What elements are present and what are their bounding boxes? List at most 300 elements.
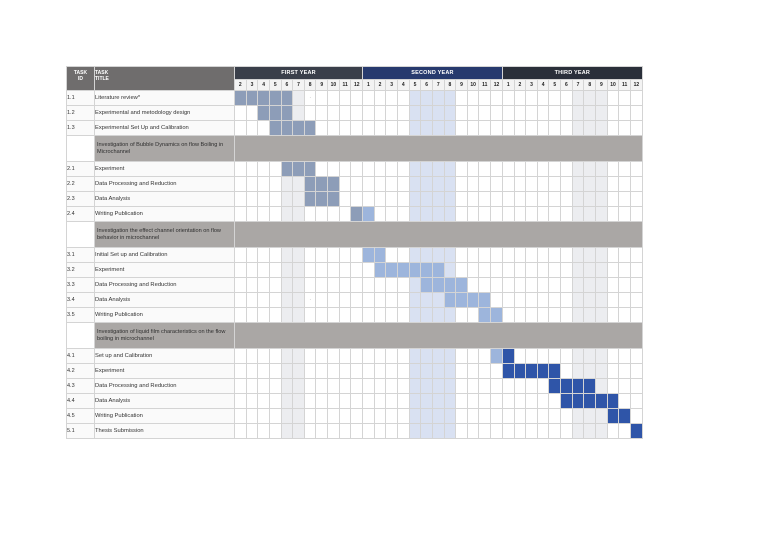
month-cell: [607, 364, 619, 379]
month-cell: [479, 162, 491, 177]
month-cell: [339, 364, 351, 379]
month-cell: [293, 177, 305, 192]
month-cell: [561, 308, 573, 323]
month-cell: [293, 409, 305, 424]
month-cell: [351, 263, 363, 278]
month-cell: [619, 177, 631, 192]
gantt-bar-cell: [246, 91, 258, 106]
month-cell: [502, 394, 514, 409]
month-cell: [235, 308, 247, 323]
month-cell: [514, 278, 526, 293]
month-cell: [363, 91, 375, 106]
month-cell: [549, 162, 561, 177]
month-cell: [421, 162, 433, 177]
gantt-bar-cell: [491, 349, 503, 364]
month-cell: [363, 394, 375, 409]
month-cell: [619, 121, 631, 136]
month-cell: [596, 424, 608, 439]
month-header: 7: [572, 80, 584, 91]
month-header: 2: [514, 80, 526, 91]
month-cell: [456, 248, 468, 263]
month-cell: [409, 248, 421, 263]
month-cell: [561, 293, 573, 308]
month-header: 5: [549, 80, 561, 91]
month-cell: [339, 248, 351, 263]
month-cell: [386, 192, 398, 207]
month-cell: [537, 248, 549, 263]
month-cell: [467, 121, 479, 136]
month-header: 1: [363, 80, 375, 91]
month-cell: [374, 121, 386, 136]
month-cell: [572, 349, 584, 364]
month-cell: [630, 162, 642, 177]
month-cell: [281, 364, 293, 379]
month-cell: [572, 192, 584, 207]
month-cell: [398, 278, 410, 293]
gantt-bar-cell: [293, 162, 305, 177]
month-cell: [630, 263, 642, 278]
month-cell: [339, 121, 351, 136]
month-header: 11: [339, 80, 351, 91]
month-cell: [526, 409, 538, 424]
month-cell: [456, 91, 468, 106]
month-cell: [398, 207, 410, 222]
month-cell: [537, 91, 549, 106]
task-row: [67, 379, 643, 394]
task-row: [67, 263, 643, 278]
month-cell: [467, 424, 479, 439]
month-cell: [409, 162, 421, 177]
month-cell: [432, 162, 444, 177]
month-cell: [514, 192, 526, 207]
month-cell: [432, 106, 444, 121]
month-cell: [456, 364, 468, 379]
month-cell: [549, 394, 561, 409]
gantt-bar-cell: [432, 263, 444, 278]
gantt-bar-cell: [630, 424, 642, 439]
month-cell: [630, 248, 642, 263]
month-cell: [537, 177, 549, 192]
month-cell: [596, 207, 608, 222]
month-cell: [561, 207, 573, 222]
month-cell: [607, 192, 619, 207]
month-cell: [630, 91, 642, 106]
month-cell: [456, 308, 468, 323]
month-cell: [479, 121, 491, 136]
month-cell: [491, 207, 503, 222]
month-cell: [526, 248, 538, 263]
month-cell: [363, 162, 375, 177]
month-cell: [328, 308, 340, 323]
month-cell: [386, 364, 398, 379]
month-cell: [630, 278, 642, 293]
month-cell: [421, 91, 433, 106]
task-title: Experiment: [95, 263, 235, 278]
month-cell: [339, 409, 351, 424]
month-cell: [374, 424, 386, 439]
month-cell: [386, 293, 398, 308]
month-cell: [467, 106, 479, 121]
month-cell: [246, 106, 258, 121]
gantt-bar-cell: [502, 349, 514, 364]
month-cell: [444, 192, 456, 207]
month-cell: [502, 308, 514, 323]
task-title: Experimental Set Up and Calibration: [95, 121, 235, 136]
month-cell: [316, 424, 328, 439]
month-cell: [596, 162, 608, 177]
month-cell: [572, 364, 584, 379]
month-cell: [432, 248, 444, 263]
gantt-bar-cell: [374, 263, 386, 278]
month-cell: [421, 349, 433, 364]
month-cell: [363, 192, 375, 207]
month-cell: [246, 207, 258, 222]
month-cell: [619, 424, 631, 439]
month-cell: [467, 207, 479, 222]
month-cell: [316, 293, 328, 308]
month-cell: [514, 263, 526, 278]
month-cell: [491, 364, 503, 379]
month-cell: [561, 364, 573, 379]
month-cell: [619, 192, 631, 207]
month-header: 10: [607, 80, 619, 91]
month-cell: [421, 394, 433, 409]
month-cell: [432, 293, 444, 308]
month-cell: [269, 424, 281, 439]
month-cell: [584, 278, 596, 293]
month-header: 4: [258, 80, 270, 91]
month-header: 3: [526, 80, 538, 91]
month-cell: [235, 177, 247, 192]
month-cell: [258, 278, 270, 293]
section-row: [67, 323, 643, 349]
month-cell: [432, 207, 444, 222]
month-cell: [316, 394, 328, 409]
month-cell: [514, 91, 526, 106]
month-cell: [561, 349, 573, 364]
month-cell: [526, 424, 538, 439]
month-cell: [293, 207, 305, 222]
month-cell: [258, 207, 270, 222]
month-cell: [514, 162, 526, 177]
month-cell: [339, 394, 351, 409]
month-cell: [363, 379, 375, 394]
month-cell: [398, 394, 410, 409]
month-cell: [549, 278, 561, 293]
month-cell: [398, 424, 410, 439]
month-cell: [630, 192, 642, 207]
month-cell: [304, 207, 316, 222]
month-cell: [526, 394, 538, 409]
month-cell: [258, 394, 270, 409]
month-cell: [596, 177, 608, 192]
month-cell: [339, 91, 351, 106]
month-cell: [235, 364, 247, 379]
month-cell: [596, 248, 608, 263]
month-cell: [502, 293, 514, 308]
month-cell: [479, 379, 491, 394]
task-row: [67, 293, 643, 308]
month-cell: [304, 349, 316, 364]
month-cell: [561, 91, 573, 106]
gantt-bar-cell: [456, 293, 468, 308]
task-id: 4.3: [67, 379, 95, 394]
month-cell: [328, 424, 340, 439]
month-cell: [467, 364, 479, 379]
month-cell: [386, 207, 398, 222]
month-cell: [398, 293, 410, 308]
month-cell: [281, 278, 293, 293]
task-id: 1.3: [67, 121, 95, 136]
month-cell: [409, 91, 421, 106]
month-cell: [304, 308, 316, 323]
month-cell: [537, 263, 549, 278]
month-cell: [421, 207, 433, 222]
task-title: Experiment: [95, 162, 235, 177]
month-cell: [526, 121, 538, 136]
month-cell: [351, 379, 363, 394]
month-cell: [526, 91, 538, 106]
month-cell: [293, 364, 305, 379]
month-cell: [561, 424, 573, 439]
month-cell: [374, 278, 386, 293]
month-cell: [293, 394, 305, 409]
month-header: 11: [619, 80, 631, 91]
month-cell: [619, 308, 631, 323]
month-cell: [293, 91, 305, 106]
month-cell: [398, 379, 410, 394]
month-cell: [339, 349, 351, 364]
month-cell: [432, 364, 444, 379]
month-cell: [281, 248, 293, 263]
month-cell: [584, 293, 596, 308]
month-cell: [281, 207, 293, 222]
month-cell: [491, 293, 503, 308]
month-cell: [491, 91, 503, 106]
month-cell: [293, 308, 305, 323]
month-header: 7: [293, 80, 305, 91]
month-cell: [572, 409, 584, 424]
month-cell: [549, 177, 561, 192]
month-cell: [502, 379, 514, 394]
month-cell: [630, 177, 642, 192]
month-cell: [432, 394, 444, 409]
month-cell: [351, 278, 363, 293]
gantt-bar-cell: [328, 177, 340, 192]
month-cell: [432, 308, 444, 323]
month-cell: [374, 379, 386, 394]
month-cell: [537, 308, 549, 323]
month-cell: [456, 162, 468, 177]
month-cell: [398, 308, 410, 323]
month-cell: [316, 91, 328, 106]
month-cell: [537, 207, 549, 222]
month-cell: [479, 207, 491, 222]
month-cell: [514, 177, 526, 192]
month-cell: [235, 349, 247, 364]
month-cell: [432, 379, 444, 394]
month-cell: [537, 192, 549, 207]
month-cell: [444, 106, 456, 121]
month-cell: [549, 106, 561, 121]
month-header: 12: [351, 80, 363, 91]
month-cell: [304, 424, 316, 439]
month-cell: [269, 394, 281, 409]
month-cell: [596, 121, 608, 136]
month-cell: [374, 349, 386, 364]
month-cell: [421, 364, 433, 379]
task-title: Data Analysis: [95, 293, 235, 308]
month-cell: [514, 308, 526, 323]
section-title: Investigation of Bubble Dynamics on flow Boiling in Microchannel: [95, 136, 235, 162]
month-cell: [619, 364, 631, 379]
month-cell: [421, 248, 433, 263]
month-cell: [619, 394, 631, 409]
task-row: [67, 192, 643, 207]
gantt-bar-cell: [281, 106, 293, 121]
month-cell: [467, 349, 479, 364]
month-cell: [514, 121, 526, 136]
section-title: Investigation the effect channel orientation on flow behavior in microchannel: [95, 222, 235, 248]
month-cell: [363, 364, 375, 379]
month-cell: [409, 207, 421, 222]
month-cell: [304, 248, 316, 263]
month-cell: [293, 192, 305, 207]
month-cell: [630, 394, 642, 409]
gantt-bar-cell: [269, 106, 281, 121]
month-cell: [619, 278, 631, 293]
month-cell: [269, 248, 281, 263]
month-cell: [537, 409, 549, 424]
month-cell: [304, 394, 316, 409]
month-cell: [363, 106, 375, 121]
month-cell: [398, 192, 410, 207]
month-cell: [572, 424, 584, 439]
task-id: 1.1: [67, 91, 95, 106]
month-cell: [502, 162, 514, 177]
month-header: 9: [456, 80, 468, 91]
month-cell: [502, 248, 514, 263]
month-cell: [258, 162, 270, 177]
month-cell: [584, 349, 596, 364]
month-cell: [374, 162, 386, 177]
month-header: 6: [281, 80, 293, 91]
month-cell: [537, 394, 549, 409]
month-cell: [584, 162, 596, 177]
month-cell: [479, 263, 491, 278]
gantt-bar-cell: [549, 379, 561, 394]
month-cell: [619, 207, 631, 222]
month-cell: [607, 106, 619, 121]
month-cell: [328, 394, 340, 409]
month-cell: [316, 248, 328, 263]
task-id: 1.2: [67, 106, 95, 121]
month-cell: [351, 424, 363, 439]
month-cell: [479, 278, 491, 293]
month-cell: [479, 106, 491, 121]
month-cell: [339, 278, 351, 293]
month-cell: [269, 308, 281, 323]
month-cell: [339, 177, 351, 192]
month-cell: [293, 424, 305, 439]
task-row: [67, 248, 643, 263]
month-cell: [572, 308, 584, 323]
month-cell: [456, 106, 468, 121]
month-cell: [630, 364, 642, 379]
month-cell: [316, 121, 328, 136]
month-cell: [374, 293, 386, 308]
gantt-bar-cell: [363, 248, 375, 263]
gantt-bar-cell: [304, 177, 316, 192]
month-cell: [316, 263, 328, 278]
month-cell: [363, 263, 375, 278]
month-cell: [328, 379, 340, 394]
task-row: [67, 91, 643, 106]
task-title: Initial Set up and Calibration: [95, 248, 235, 263]
month-cell: [363, 308, 375, 323]
gantt-bar-cell: [235, 91, 247, 106]
month-cell: [235, 106, 247, 121]
month-cell: [246, 379, 258, 394]
month-cell: [572, 91, 584, 106]
month-cell: [421, 121, 433, 136]
month-cell: [607, 177, 619, 192]
month-cell: [386, 91, 398, 106]
month-cell: [584, 91, 596, 106]
gantt-bar-cell: [386, 263, 398, 278]
month-cell: [246, 394, 258, 409]
month-cell: [549, 308, 561, 323]
gantt-bar-cell: [316, 177, 328, 192]
month-cell: [398, 409, 410, 424]
month-cell: [246, 308, 258, 323]
task-id-header-line1: TASK: [73, 70, 88, 76]
month-cell: [409, 379, 421, 394]
gantt-bar-cell: [444, 293, 456, 308]
month-cell: [537, 162, 549, 177]
task-id: 4.4: [67, 394, 95, 409]
month-cell: [328, 349, 340, 364]
month-cell: [526, 106, 538, 121]
month-cell: [444, 177, 456, 192]
month-cell: [607, 379, 619, 394]
month-cell: [409, 308, 421, 323]
month-cell: [514, 379, 526, 394]
month-cell: [467, 91, 479, 106]
month-header: 3: [386, 80, 398, 91]
month-cell: [316, 409, 328, 424]
month-cell: [351, 293, 363, 308]
month-cell: [339, 192, 351, 207]
month-cell: [339, 162, 351, 177]
month-cell: [456, 424, 468, 439]
month-header: 12: [630, 80, 642, 91]
month-cell: [339, 263, 351, 278]
month-cell: [572, 263, 584, 278]
month-cell: [409, 278, 421, 293]
month-cell: [456, 349, 468, 364]
month-cell: [584, 248, 596, 263]
month-cell: [351, 91, 363, 106]
month-cell: [398, 106, 410, 121]
month-cell: [293, 349, 305, 364]
month-cell: [526, 278, 538, 293]
month-cell: [281, 394, 293, 409]
month-cell: [549, 349, 561, 364]
month-cell: [607, 263, 619, 278]
month-cell: [328, 162, 340, 177]
month-cell: [386, 106, 398, 121]
